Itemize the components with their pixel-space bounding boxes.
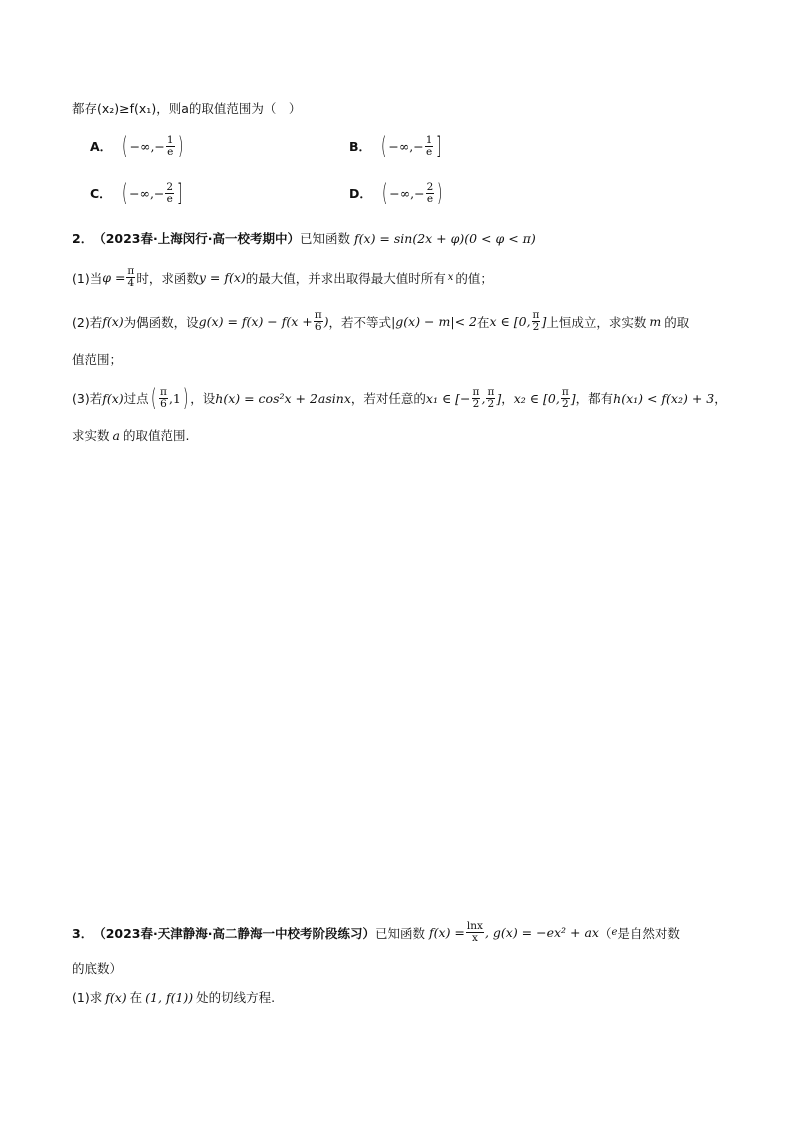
option-a	[90, 134, 185, 158]
numerator: lnx	[466, 920, 483, 932]
text: 的底数）	[72, 961, 123, 976]
math: ,	[481, 390, 486, 406]
text: 为偶函数，设	[123, 314, 199, 330]
text: 的取值范围.	[122, 428, 190, 443]
option-label: A．	[90, 139, 113, 154]
denominator: 2	[532, 321, 540, 333]
text: 处的切线方程.	[196, 990, 276, 1005]
bracket: (	[122, 132, 128, 160]
denominator: 6	[160, 397, 167, 410]
math: φ =	[102, 270, 126, 285]
numerator: π	[160, 385, 167, 398]
fraction	[561, 387, 570, 410]
math: x ∈ [0,	[489, 314, 531, 329]
math: f(x)	[102, 314, 124, 329]
fraction	[166, 135, 175, 158]
fraction	[466, 921, 484, 944]
numerator: π	[532, 309, 540, 321]
question-intro: 已知函数	[375, 925, 426, 941]
denominator: 4	[127, 277, 135, 289]
text: ，	[714, 391, 727, 406]
bracket: (	[121, 179, 128, 207]
option-value: −∞,−	[388, 138, 424, 154]
text: 的值；	[455, 270, 493, 286]
fraction	[472, 387, 481, 410]
math: , g(x) = −ex² + ax	[484, 925, 599, 940]
text: 是自然对数	[617, 925, 680, 941]
bracket: (	[150, 384, 157, 412]
math: m	[649, 314, 662, 329]
q2-part2	[72, 310, 689, 333]
fraction	[426, 182, 435, 205]
text: 在	[129, 990, 143, 1005]
part-label: (2)若	[72, 314, 103, 330]
math: x₁ ∈ [−	[425, 390, 471, 406]
option-value: −∞,−	[129, 185, 165, 201]
math: ]	[570, 390, 576, 406]
fraction	[165, 182, 174, 205]
text: 值范围；	[72, 352, 123, 367]
function-definition: f(x) = sin(2x + φ)(0 < φ < π)	[354, 230, 536, 246]
q2-part3-cont	[72, 426, 189, 444]
text: 在	[476, 314, 490, 330]
numerator: π	[487, 385, 495, 398]
text: （	[598, 925, 612, 941]
denominator: e	[425, 145, 433, 158]
denominator: e	[167, 145, 174, 158]
text: ，若对任意的	[350, 391, 426, 406]
bracket: )	[182, 384, 189, 412]
part-label: (1)求	[72, 990, 103, 1005]
fraction	[159, 387, 168, 410]
option-b	[349, 134, 444, 158]
text: 时，求函数	[136, 270, 199, 286]
q2-header	[72, 229, 536, 247]
question-intro: 已知函数	[300, 231, 351, 246]
bracket: ]	[176, 179, 183, 207]
q2-part2-cont	[72, 350, 122, 368]
math: x₂ ∈ [0,	[513, 390, 560, 406]
question-number: 3．	[72, 925, 94, 941]
fraction	[126, 266, 135, 289]
text: 过点	[123, 391, 149, 406]
question-source: （2023春·上海闵行·高一校考期中）	[93, 231, 300, 246]
numerator: π	[472, 385, 480, 398]
math: x	[447, 272, 454, 283]
numerator: 2	[166, 180, 174, 193]
denominator: 2	[487, 397, 495, 410]
text: ，若不等式	[328, 314, 392, 330]
option-label: B．	[349, 139, 372, 154]
text: ，都有	[575, 391, 614, 406]
math: f(x) =	[429, 925, 465, 940]
bracket: (	[380, 132, 387, 160]
text: ，	[501, 391, 514, 406]
math: y = f(x)	[198, 270, 246, 285]
math: h(x₁) < f(x₂) + 3	[613, 390, 715, 406]
bracket: )	[437, 179, 443, 207]
option-d	[349, 181, 445, 205]
math: f(x)	[102, 390, 124, 406]
question-source: （2023春·天津静海·高二静海一中校考阶段练习）	[93, 925, 375, 941]
text: 求实数	[72, 428, 110, 443]
option-c	[90, 181, 184, 205]
q3-header-cont	[72, 959, 122, 977]
math: a	[112, 427, 120, 443]
denominator: e	[166, 192, 173, 205]
text: ，设	[190, 391, 216, 406]
math: ,1	[168, 390, 181, 406]
denominator: x	[471, 932, 478, 944]
numerator: 1	[166, 133, 174, 146]
q1-stem	[72, 99, 301, 117]
part-label: (3)若	[72, 391, 103, 406]
option-value: −∞,−	[129, 138, 165, 154]
q2-part1	[72, 266, 493, 289]
denominator: 2	[561, 397, 569, 410]
text: 的取	[664, 314, 690, 330]
q1-stem-text: 都存(x₂)≥f(x₁)，则a的取值范围为（ ）	[72, 101, 302, 116]
denominator: 2	[472, 397, 480, 410]
math: h(x) = cos²x + 2asinx	[215, 390, 351, 406]
question-number: 2．	[72, 231, 94, 246]
q3-part1	[72, 988, 275, 1006]
bracket: )	[177, 132, 184, 160]
math: e	[611, 927, 618, 938]
denominator: 6	[314, 321, 322, 333]
math: ]	[496, 390, 502, 406]
q3-header	[72, 921, 680, 944]
fraction	[532, 310, 541, 333]
text: 的最大值，并求出取得最大值时所有	[245, 270, 446, 286]
option-value: −∞,−	[389, 185, 425, 201]
text: 上恒成立，求实数	[546, 314, 647, 330]
bracket: (	[381, 179, 388, 207]
fraction	[425, 135, 434, 158]
denominator: e	[426, 192, 434, 205]
fraction	[314, 310, 323, 333]
option-label: C．	[90, 186, 112, 201]
part-label: (1)当	[72, 270, 103, 286]
math: |g(x) − m|< 2	[391, 314, 477, 329]
math: f(x)	[105, 989, 127, 1005]
math: )	[323, 314, 329, 329]
fraction	[486, 387, 495, 410]
bracket: ]	[436, 132, 442, 160]
math: (1, f(1))	[145, 989, 194, 1005]
q2-part3	[72, 386, 727, 410]
math: g(x) = f(x) − f(x +	[198, 314, 313, 329]
numerator: π	[561, 385, 569, 398]
numerator: π	[314, 309, 322, 321]
numerator: π	[127, 265, 135, 277]
math: ]	[541, 314, 547, 329]
numerator: 1	[425, 133, 433, 146]
numerator: 2	[426, 180, 434, 193]
option-label: D．	[349, 186, 372, 201]
